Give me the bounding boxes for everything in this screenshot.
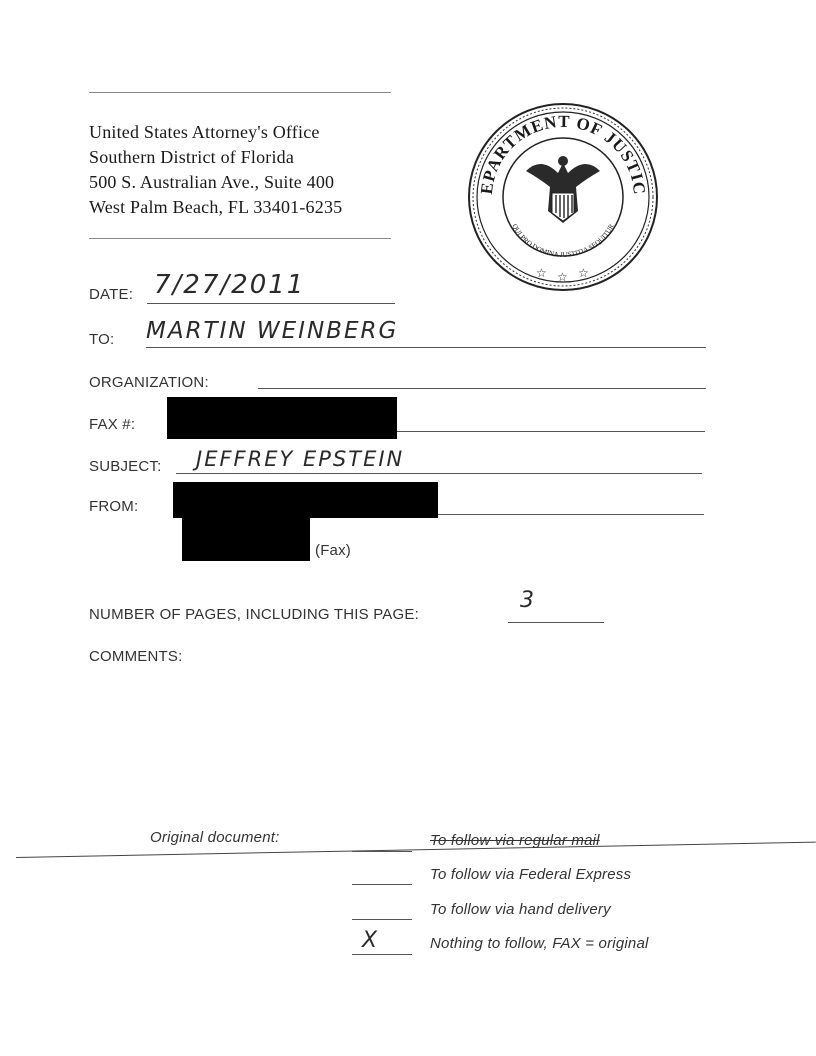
from-label: FROM: xyxy=(89,498,139,515)
page-fold-line xyxy=(16,842,816,858)
fax-line xyxy=(397,431,705,432)
option-2-line xyxy=(352,884,412,885)
to-label: TO: xyxy=(89,331,115,348)
pages-value: 3 xyxy=(520,588,536,613)
svg-text:☆: ☆ xyxy=(578,266,589,280)
date-label: DATE: xyxy=(89,286,134,303)
subject-line xyxy=(176,473,702,474)
from-line xyxy=(438,514,704,515)
doj-seal-icon xyxy=(466,101,660,293)
subject-value: JEFFREY EPSTEIN xyxy=(196,447,405,471)
fax-redaction xyxy=(167,397,397,439)
date-value: 7/27/2011 xyxy=(154,270,306,300)
pages-line xyxy=(508,622,604,623)
svg-text:QUI PRO DOMINA JUSTITIA SEQUIT xyxy=(510,222,616,259)
fax-label: FAX #: xyxy=(89,416,136,433)
seal-top-text: EPARTMENT OF JUSTIC xyxy=(476,111,650,197)
comments-label: COMMENTS: xyxy=(89,648,183,665)
seal-motto-text: QUI PRO DOMINA JUSTITIA SEQUITUR xyxy=(510,222,616,259)
option-4-line xyxy=(352,954,412,955)
from-fax-redaction xyxy=(182,518,310,561)
office-city: West Palm Beach, FL 33401-6235 xyxy=(89,197,343,217)
option-4-mark: X xyxy=(362,928,378,953)
organization-line xyxy=(258,388,706,389)
from-redaction xyxy=(173,482,438,518)
option-1-line xyxy=(352,851,412,852)
option-nothing-to-follow: Nothing to follow, FAX = original xyxy=(430,935,649,952)
svg-text:☆: ☆ xyxy=(557,270,568,284)
organization-label: ORGANIZATION: xyxy=(89,374,209,391)
option-regular-mail: To follow via regular mail xyxy=(430,832,600,849)
office-name: United States Attorney's Office xyxy=(89,122,320,142)
from-fax-suffix: (Fax) xyxy=(315,542,351,559)
office-district: Southern District of Florida xyxy=(89,147,295,167)
date-line xyxy=(147,303,395,304)
to-line xyxy=(146,347,706,348)
subject-label: SUBJECT: xyxy=(89,458,162,475)
letterhead-address xyxy=(89,120,342,220)
to-value: MARTIN WEINBERG xyxy=(146,318,399,344)
option-3-line xyxy=(352,919,412,920)
letterhead-top-rule xyxy=(89,92,391,93)
option-hand-delivery: To follow via hand delivery xyxy=(430,901,611,918)
svg-text:☆: ☆ xyxy=(536,266,547,280)
pages-label: NUMBER OF PAGES, INCLUDING THIS PAGE: xyxy=(89,606,419,623)
letterhead-bottom-rule xyxy=(89,238,391,239)
office-street: 500 S. Australian Ave., Suite 400 xyxy=(89,172,335,192)
option-federal-express: To follow via Federal Express xyxy=(430,866,632,883)
original-document-label: Original document: xyxy=(150,829,280,846)
